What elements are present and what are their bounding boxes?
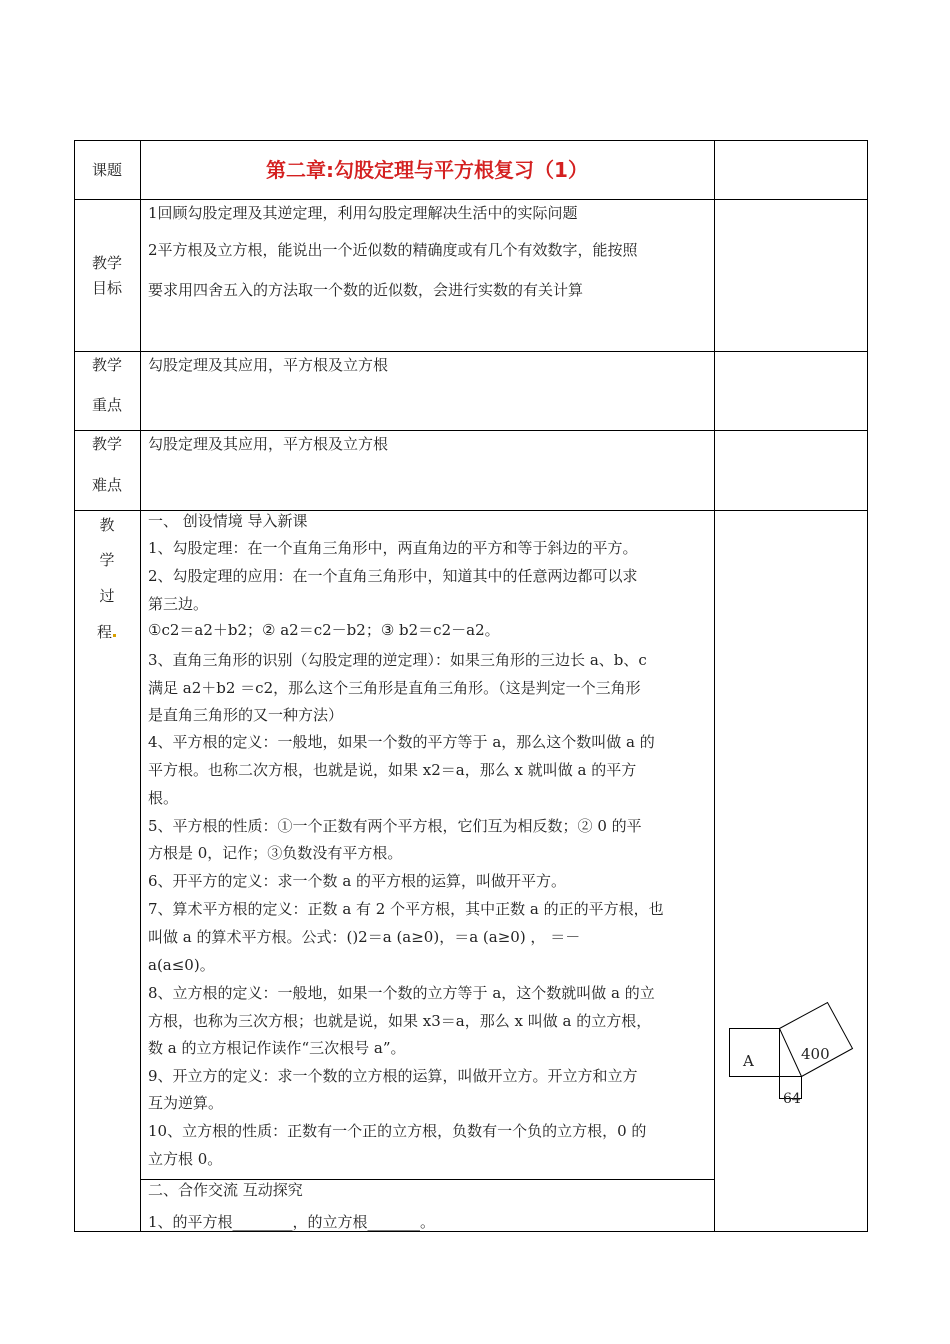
page-title: 第二章:勾股定理与平方根复习（1） — [266, 158, 588, 182]
label-key-1: 教学 — [91, 356, 122, 374]
process-line: 6、开平方的定义：求一个数 a 的平方根的运算，叫做开平方。 — [148, 872, 567, 890]
process-line: ①c2＝a2＋b2；② a2＝c2－b2；③ b2＝c2－a2。 — [148, 621, 500, 639]
objective-line-2: 2平方根及立方根，能说出一个近似数的精确度或有几个有效数字，能按照 — [148, 241, 638, 259]
section2-heading: 二、合作交流 互动探究 — [148, 1181, 303, 1199]
process-line: 平方根。也称二次方根，也就是说，如果 x2＝a，那么 x 就叫做 a 的平方 — [148, 761, 637, 779]
label-process-3: 过 — [99, 587, 115, 605]
process-line: 方根，也称为三次方根；也就是说，如果 x3＝a，那么 x 叫做 a 的立方根， — [148, 1012, 652, 1030]
difficulty-text: 勾股定理及其应用，平方根及立方根 — [148, 435, 389, 453]
objective-line-3: 要求用四舍五入的方法取一个数的近似数，会进行实数的有关计算 — [148, 281, 584, 299]
process-line: 第三边。 — [148, 595, 209, 613]
label-square-a: A — [743, 1052, 754, 1070]
process-line: 5、平方根的性质：①一个正数有两个平方根，它们互为相反数；② 0 的平 — [148, 817, 642, 835]
label-square-64: 64 — [783, 1091, 801, 1107]
process-line: 4、平方根的定义：一般地，如果一个数的平方等于 a，那么这个数叫做 a 的 — [148, 733, 655, 751]
key-point-text: 勾股定理及其应用，平方根及立方根 — [148, 356, 389, 374]
label-key-2: 重点 — [91, 396, 122, 414]
label-process-1: 教 — [99, 516, 115, 534]
label-difficulty-2: 难点 — [91, 476, 122, 494]
process-line: 3、直角三角形的识别（勾股定理的逆定理）：如果三角形的三边长 a、b、c — [148, 651, 647, 669]
label-square-400: 400 — [801, 1045, 830, 1063]
process-line: 互为逆算。 — [148, 1094, 224, 1112]
process-line: 立方根 0。 — [148, 1150, 223, 1168]
process-line: 8、立方根的定义：一般地，如果一个数的立方等于 a，这个数就叫做 a 的立 — [148, 984, 655, 1002]
section2-question-1: 1、的平方根________，的立方根_______。 — [148, 1213, 436, 1231]
label-process-4: 程 — [74, 622, 140, 642]
process-line: 叫做 a 的算术平方根。公式：()2＝a (a≥0)，＝a (a≥0) ， ＝－ — [148, 928, 581, 946]
label-process-2: 学 — [99, 551, 115, 569]
label-objective-2: 目标 — [91, 279, 122, 297]
objective-line-1: 1回顾勾股定理及其逆定理，利用勾股定理解决生活中的实际问题 — [148, 204, 578, 222]
process-line: 是直角三角形的又一种方法） — [148, 706, 344, 724]
label-objective-1: 教学 — [91, 254, 122, 272]
label-topic: 课题 — [91, 161, 122, 179]
process-line: 数 a 的立方根记作读作“三次根号 a”。 — [148, 1039, 406, 1057]
process-line: a(a≤0)。 — [148, 956, 215, 974]
label-difficulty-1: 教学 — [91, 435, 122, 453]
process-line: 根。 — [148, 789, 179, 807]
process-line: 2、勾股定理的应用：在一个直角三角形中，知道其中的任意两边都可以求 — [148, 567, 638, 585]
process-line: 1、勾股定理：在一个直角三角形中，两直角边的平方和等于斜边的平方。 — [148, 539, 638, 557]
process-line: 9、开立方的定义：求一个数的立方根的运算，叫做开立方。开立方和立方 — [148, 1067, 638, 1085]
process-line: 方根是 0，记作；③负数没有平方根。 — [148, 844, 403, 862]
process-line: 7、算术平方根的定义：正数 a 有 2 个平方根，其中正数 a 的正的平方根，也 — [148, 900, 664, 918]
process-line: 一、 创设情境 导入新课 — [148, 512, 308, 530]
process-line: 10、立方根的性质：正数有一个正的立方根，负数有一个负的立方根，0 的 — [148, 1122, 647, 1140]
process-line: 满足 a2＋b2 ＝c2，那么这个三角形是直角三角形。（这是判定一个三角形 — [148, 679, 641, 697]
